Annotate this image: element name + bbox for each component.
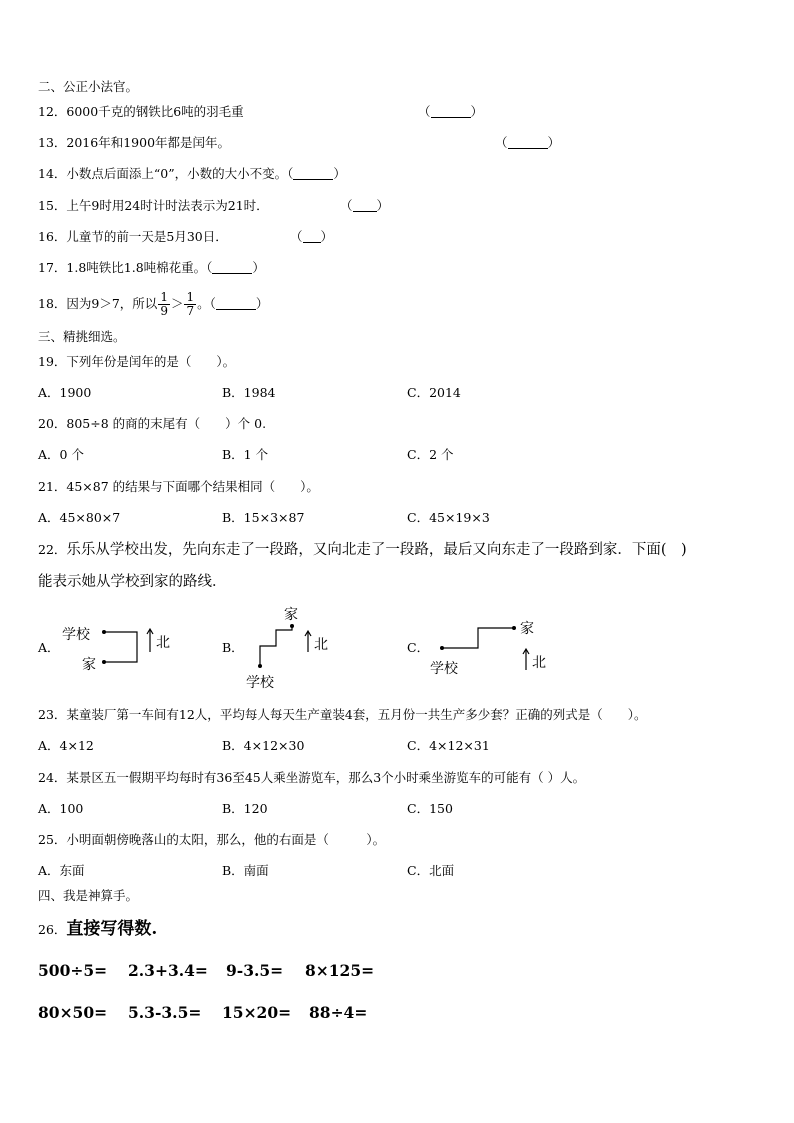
calc-item: 88÷4=	[309, 1003, 368, 1022]
question-text: 某童装厂第一车间有12人，平均每人每天生产童装4套，五月份一共生产多少套？正确的列式是（ ）。	[66, 707, 647, 722]
question-number: 23．	[38, 707, 67, 722]
question-number: 25．	[38, 832, 67, 847]
answer-blank-14[interactable]	[293, 167, 333, 180]
north-label: 北	[314, 637, 328, 653]
home-label: 家	[82, 657, 96, 673]
question-13	[38, 135, 230, 151]
answer-blank-13[interactable]: （ ）	[495, 135, 561, 150]
option-c[interactable]: C．4×12×31	[407, 738, 490, 753]
school-label: 学校	[246, 675, 274, 691]
answer-blank-12[interactable]: （ ）	[418, 104, 484, 119]
calc-item: 80×50=	[38, 1003, 108, 1022]
question-25	[38, 832, 385, 848]
question-number: 24．	[38, 770, 67, 785]
calc-item: 8×125=	[305, 961, 375, 980]
question-14: 14．小数点后面添上“0”，小数的大小不变。（ ）	[38, 166, 346, 181]
question-text: 某景区五一假期平均每时有36至45人乘坐游览车，那么3个小时乘坐游览车的可能有（ ）人。	[66, 770, 586, 785]
answer-blank-15[interactable]: （ ）	[340, 198, 390, 213]
option-b[interactable]: B．4×12×30	[222, 738, 305, 753]
option-c[interactable]: C．北面	[407, 863, 455, 878]
route-diagram-b[interactable]	[242, 602, 352, 694]
question-number: 16．	[38, 229, 67, 244]
school-label: 学校	[430, 661, 458, 677]
question-15	[38, 198, 269, 214]
question-number: 19．	[38, 354, 67, 369]
fraction-one-seventh: $\frac{1}{7}$	[186, 290, 195, 318]
question-22	[38, 540, 687, 560]
calc-item: 2.3+3.4=	[128, 961, 208, 980]
option-b[interactable]: B．120	[222, 801, 268, 816]
question-text: 1.8吨铁比1.8吨棉花重。（	[66, 260, 213, 275]
question-number: 17．	[38, 260, 67, 275]
route-diagram-c[interactable]	[428, 614, 578, 684]
option-c[interactable]: C．2014	[407, 385, 461, 400]
section-heading-3: 三、精挑细选。	[38, 329, 126, 344]
question-text: 小明面朝傍晚落山的太阳，那么，他的右面是（ ）。	[66, 832, 386, 847]
option-a[interactable]: A．	[38, 640, 60, 655]
question-24	[38, 770, 585, 786]
option-b[interactable]: B．1984	[222, 385, 276, 400]
home-label: 家	[284, 607, 298, 623]
option-a[interactable]: A．100	[38, 801, 84, 816]
calc-item: 5.3-3.5=	[128, 1003, 202, 1022]
option-c[interactable]: C．45×19×3	[407, 510, 490, 525]
question-text: 上午9时用24时计时法表示为21时．	[66, 198, 269, 213]
option-b[interactable]: B．	[222, 640, 244, 655]
question-21	[38, 479, 319, 495]
question-number: 14．	[38, 166, 67, 181]
calc-item: 500÷5=	[38, 961, 108, 980]
option-a[interactable]: A．1900	[38, 385, 92, 400]
question-22-line2: 能表示她从学校到家的路线．	[38, 574, 227, 590]
question-number: 21．	[38, 479, 67, 494]
answer-blank-16[interactable]: （ ）	[290, 229, 334, 244]
question-number: 13．	[38, 135, 67, 150]
question-20	[38, 416, 266, 432]
answer-blank-18[interactable]	[216, 297, 256, 310]
option-c[interactable]: C．2 个	[407, 447, 454, 462]
option-b[interactable]: B．南面	[222, 863, 269, 878]
home-label: 家	[520, 621, 534, 637]
question-16	[38, 229, 228, 245]
question-text: 45×87 的结果与下面哪个结果相同（ ）。	[66, 479, 319, 494]
question-text-line1: 乐乐从学校出发，先向东走了一段路，又向北走了一段路，最后又向东走了一段路到家．下面( )	[66, 542, 687, 558]
question-text: 小数点后面添上“0”，小数的大小不变。（	[66, 166, 294, 181]
calc-item: 15×20=	[222, 1003, 292, 1022]
question-26	[38, 918, 157, 941]
fraction-one-ninth: $\frac{1}{9}$	[160, 290, 168, 318]
north-label: 北	[532, 655, 546, 671]
answer-blank-17[interactable]	[212, 261, 252, 274]
option-a[interactable]: A．45×80×7	[38, 510, 121, 525]
question-number: 26．	[38, 922, 67, 937]
question-title: 直接写得数.	[66, 919, 158, 939]
option-a[interactable]: A．4×12	[38, 738, 94, 753]
question-number: 20．	[38, 416, 67, 431]
option-b[interactable]: B．15×3×87	[222, 510, 305, 525]
question-17: 17．1.8吨铁比1.8吨棉花重。（ ）	[38, 260, 265, 275]
question-number: 18．	[38, 296, 67, 311]
question-text: 下列年份是闰年的是（ ）。	[66, 354, 236, 369]
north-label: 北	[156, 635, 170, 651]
question-18: 18．因为9＞7，所以 $\frac{1}{9}$ ＞ $\frac{1}{7}$ 。（ ）	[38, 290, 269, 318]
route-diagram-a[interactable]	[60, 618, 180, 678]
question-number: 22．	[38, 542, 67, 557]
question-text: 2016年和1900年都是闰年。	[66, 135, 231, 150]
question-12	[38, 104, 244, 120]
question-text: 805÷8 的商的末尾有（ ）个 0.	[66, 416, 267, 431]
question-number: 12．	[38, 104, 67, 119]
question-text: 6000千克的钢铁比6吨的羽毛重	[66, 104, 244, 119]
option-a[interactable]: A．东面	[38, 863, 85, 878]
option-c[interactable]: C．	[407, 640, 430, 655]
calc-item: 9-3.5=	[226, 961, 284, 980]
section-heading-2: 二、公正小法官。	[38, 79, 139, 94]
option-b[interactable]: B．1 个	[222, 447, 269, 462]
section-heading-4: 四、我是神算手。	[38, 888, 139, 903]
question-number: 15．	[38, 198, 67, 213]
question-text: 儿童节的前一天是5月30日．	[66, 229, 228, 244]
school-label: 学校	[62, 627, 90, 643]
option-a[interactable]: A．0 个	[38, 447, 84, 462]
option-c[interactable]: C．150	[407, 801, 453, 816]
question-23	[38, 707, 647, 723]
question-19	[38, 354, 235, 370]
